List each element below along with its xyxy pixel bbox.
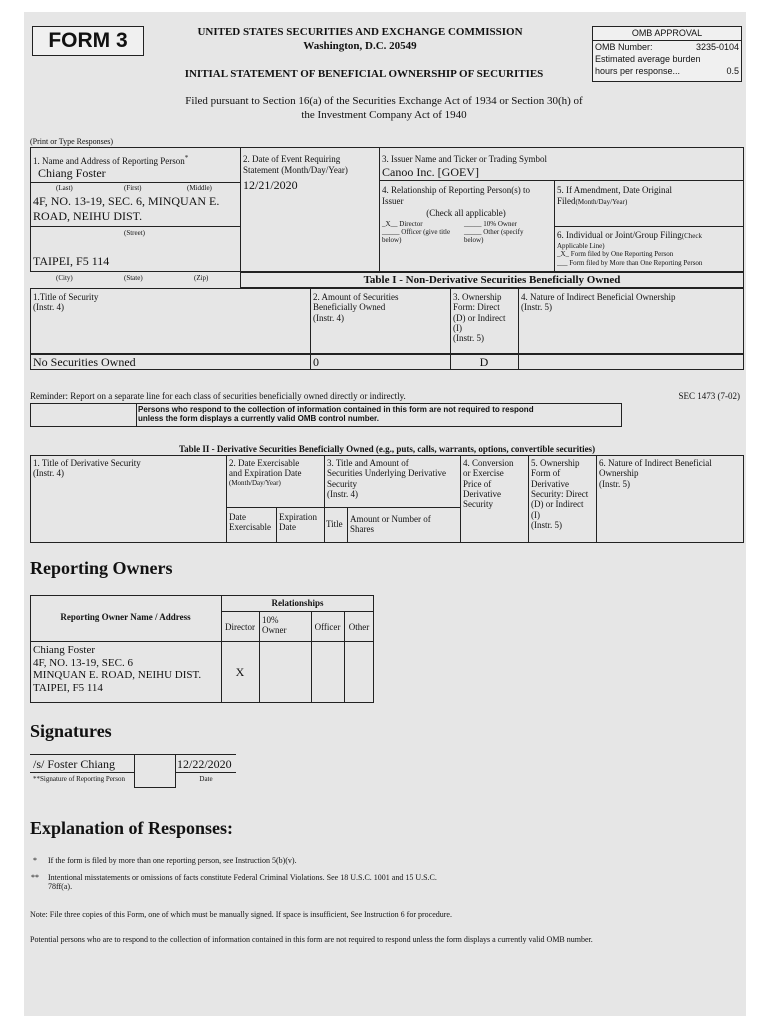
table1-row-amount: 0 [313,355,319,369]
city-line: TAIPEI, F5 114 [33,254,110,268]
table1-col1-header: 1.Title of Security (Instr. 4) [33,292,99,313]
officer-option-line1: _____ Officer (give title [382,228,451,236]
table1-title: Table I - Non-Derivative Securities Beneficially Owned [363,274,621,286]
filed-pursuant-line1: Filed pursuant to Section 16(a) of the Securities Exchange Act of 1934 or Section 30(h) of [185,95,583,107]
box5-label: Filed(Month/Day/Year) [557,196,628,206]
print-note: (Print or Type Responses) [30,137,114,146]
box6-option2: ___ Form filed by More than One Reporting Person [557,259,703,267]
reminder-text: Reminder: Report on a separate line for each class of securities beneficially owned directly or indirectly. [30,391,406,401]
signature-label: **Signature of Reporting Person [33,775,125,783]
table1-row [30,354,744,370]
address-line1: 4F, NO. 13-19, SEC. 6, MINQUAN E. [33,194,220,208]
signature-date: 12/22/2020 [177,757,232,771]
street-label: (Street) [124,229,145,237]
signature-spacer-box [134,754,176,788]
state-label: (State) [124,274,143,282]
sec-code: SEC 1473 (7-02) [678,391,740,401]
table2-col6-header: 6. Nature of Indirect Beneficial Ownership (Instr. 5) [599,458,712,489]
box6-line2: Applicable Line) [557,242,605,250]
middle-label: (Middle) [187,184,212,192]
note3-text: Note: File three copies of this Form, one of which must be manually signed. If space is insufficient, See Instruction 6 for procedure. [30,910,452,919]
ten-pct-option: _____ 10% Owner [464,220,517,228]
director-header: Director [225,622,255,632]
table2-col3-header: 3. Title and Amount of Securities Underlying Derivative Security (Instr. 4) [327,458,446,500]
form-title-box [32,26,144,56]
zip-label: (Zip) [194,274,209,282]
signatures-heading: Signatures [30,721,112,741]
other-header: Other [348,622,370,632]
signature-value: /s/ Foster Chiang [33,757,116,771]
note2-mark: ** [31,873,39,882]
event-date: 12/21/2020 [243,178,298,192]
omb-approval-box [592,26,742,82]
agency-line2: Washington, D.C. 20549 [303,40,417,52]
omb-number-label: OMB Number: [595,42,653,52]
statement-title: INITIAL STATEMENT OF BENEFICIAL OWNERSHIP OF SECURITIES [184,68,544,80]
box4-label-line1: 4. Relationship of Reporting Person(s) to [382,185,530,195]
note4-text: Potential persons who are to respond to the collection of information contained in this form are not required to respond unless the form displays a currently valid OMB number. [30,935,593,944]
box2-label-line1: 2. Date of Event Requiring [243,154,341,164]
table2-col2-header: 2. Date Exercisable and Expiration Date (Month/Day/Year) [229,458,302,487]
box3-label: 3. Issuer Name and Ticker or Trading Symbol [382,154,547,164]
signature-date-label: Date [199,775,213,783]
director-mark: X [235,665,245,679]
reporting-person-name: Chiang Foster [38,166,106,180]
officer-header: Officer [314,622,341,632]
table2-col1-header: 1. Title of Derivative Security (Instr. 4) [33,458,141,479]
amount-shares-header: Amount or Number of Shares [350,514,431,535]
check-all-applicable: (Check all applicable) [426,208,506,218]
filed-pursuant-line2: the Investment Company Act of 1940 [301,109,467,121]
owner-name-header: Reporting Owner Name / Address [60,612,191,622]
address-line2: ROAD, NEIHU DIST. [33,209,143,223]
ten-pct-owner-header: 10% Owner [262,615,287,636]
form-page [24,12,746,1016]
other-option-line2: below) [464,236,484,244]
date-exercisable-header: Date Exercisable [229,512,271,533]
persons-notice: Persons who respond to the collection of information contained in this form are not required to respond unless the form displays a currently valid OMB control number. [138,405,534,424]
omb-burden-label: hours per response... [595,66,681,76]
note1-text: If the form is filed by more than one reporting person, see Instruction 5(b)(v). [48,856,297,865]
note1-mark: * [33,856,37,865]
owner-name-address: Chiang Foster 4F, NO. 13-19, SEC. 6 MINQUAN E. ROAD, NEIHU DIST. TAIPEI, F5 114 [33,644,202,694]
table2-col4-header: 4. Conversion or Exercise Price of Derivative Security [463,458,514,510]
box5-label-line1: 5. If Amendment, Date Original [557,185,672,195]
table1-row-security: No Securities Owned [33,355,136,369]
omb-burden-value: 0.5 [726,66,739,76]
note2-text: Intentional misstatements or omissions of facts constitute Federal Criminal Violations. See 18 U.S.C. 1001 and 15 U.S.C. 78ff(a). [48,873,437,892]
explanation-heading: Explanation of Responses: [30,818,234,838]
city-label: (City) [56,274,73,282]
form-title: FORM 3 [48,29,128,52]
box1-label: 1. Name and Address of Reporting Person* [33,154,189,166]
table1-col3-header: 3. Ownership Form: Direct (D) or Indirect (I) (Instr. 5) [453,292,506,344]
expiration-date-header: Expiration Date [279,512,317,533]
table1-row-form: D [479,355,489,369]
box1-marker: * [184,154,189,162]
officer-option-line2: below) [382,236,402,244]
issuer-name: Canoo Inc. [GOEV] [382,165,479,179]
table1-col4-header: 4. Nature of Indirect Beneficial Ownership (Instr. 5) [521,292,676,313]
table2-col5-header: 5. Ownership Form of Derivative Security: Direct (D) or Indirect (I) (Instr. 5) [531,458,589,531]
box6-label: 6. Individual or Joint/Group Filing(Check [557,230,702,240]
omb-title: OMB APPROVAL [631,28,703,38]
omb-burden-line1: Estimated average burden [595,54,701,64]
agency-line1: UNITED STATES SECURITIES AND EXCHANGE COMMISSION [197,26,523,38]
other-option-line1: _____ Other (specify [464,228,524,236]
last-label: (Last) [56,184,73,192]
omb-number-value: 3235-0104 [695,42,739,52]
table1-col2-header: 2. Amount of Securities Beneficially Owned (Instr. 4) [313,292,399,323]
reporting-owners-heading: Reporting Owners [30,558,173,578]
box2-label-line2: Statement (Month/Day/Year) [243,165,348,175]
director-option: _X__ Director [382,220,423,228]
first-label: (First) [124,184,142,192]
relationships-header: Relationships [271,598,324,608]
table2-title: Table II - Derivative Securities Beneficially Owned (e.g., puts, calls, warrants, options, convertible securities) [178,444,596,454]
title-col-header: Title [326,519,343,529]
box4-label-line2: Issuer [382,196,404,206]
box6-option1: _X_ Form filed by One Reporting Person [557,250,674,258]
